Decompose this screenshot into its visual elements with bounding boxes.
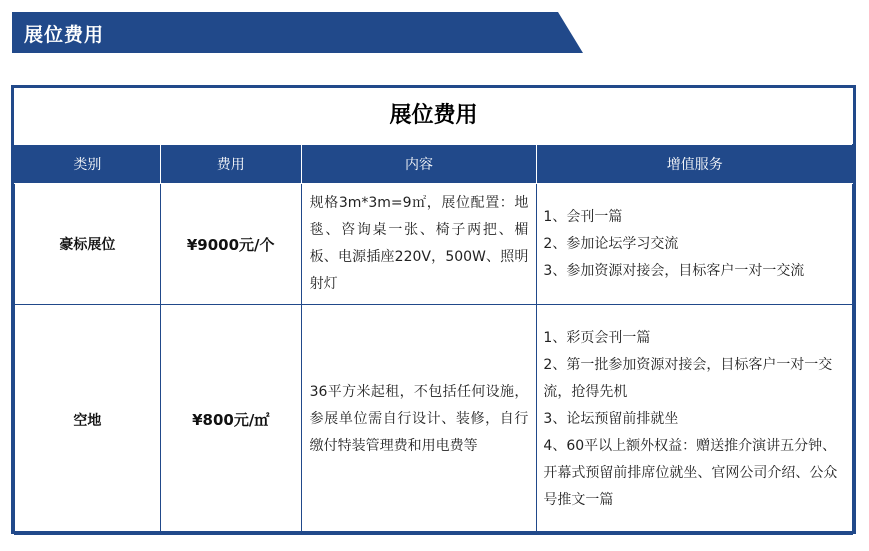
content-cell: 36平方米起租，不包括任何设施，参展单位需自行设计、装修，自行缴付特装管理费和用电费等 [301,305,537,535]
section-banner [12,12,583,53]
service-item: 1、会刊一篇 [543,208,623,225]
services-cell [537,305,853,535]
fee-table-frame [11,85,856,534]
service-item: 1、彩页会刊一篇 [543,330,651,346]
column-header-services: 增值服务 [537,145,853,184]
category-cell: 空地 [15,305,161,535]
service-item: 4、60平以上额外权益：赠送推介演讲五分钟、开幕式预留前排席位就坐、官网公司介绍、公众号推文一篇 [543,438,838,508]
fee-cell: ¥9000元/个 [160,184,301,305]
column-header-category: 类别 [15,145,161,184]
section-title: 展位费用 [24,24,105,46]
table-row [15,305,853,535]
table-header-row [15,145,853,184]
column-header-content: 内容 [301,145,537,184]
service-item: 3、参加资源对接会，目标客户一对一交流 [543,262,805,279]
services-cell [537,184,853,305]
category-cell: 豪标展位 [15,184,161,305]
fee-cell: ¥800元/㎡ [160,305,301,535]
table-title: 展位费用 [389,103,478,128]
service-item: 2、第一批参加资源对接会，目标客户一对一交流，抢得先机 [543,357,833,400]
service-item: 2、参加论坛学习交流 [543,235,679,252]
service-item: 3、论坛预留前排就坐 [543,411,679,427]
column-header-fee: 费用 [160,145,301,184]
table-row [15,184,853,305]
fee-table [14,144,853,535]
content-cell: 规格3m*3m=9㎡，展位配置：地毯、咨询桌一张、椅子两把、楣板、电源插座220V，500W、照明射灯 [301,184,537,305]
